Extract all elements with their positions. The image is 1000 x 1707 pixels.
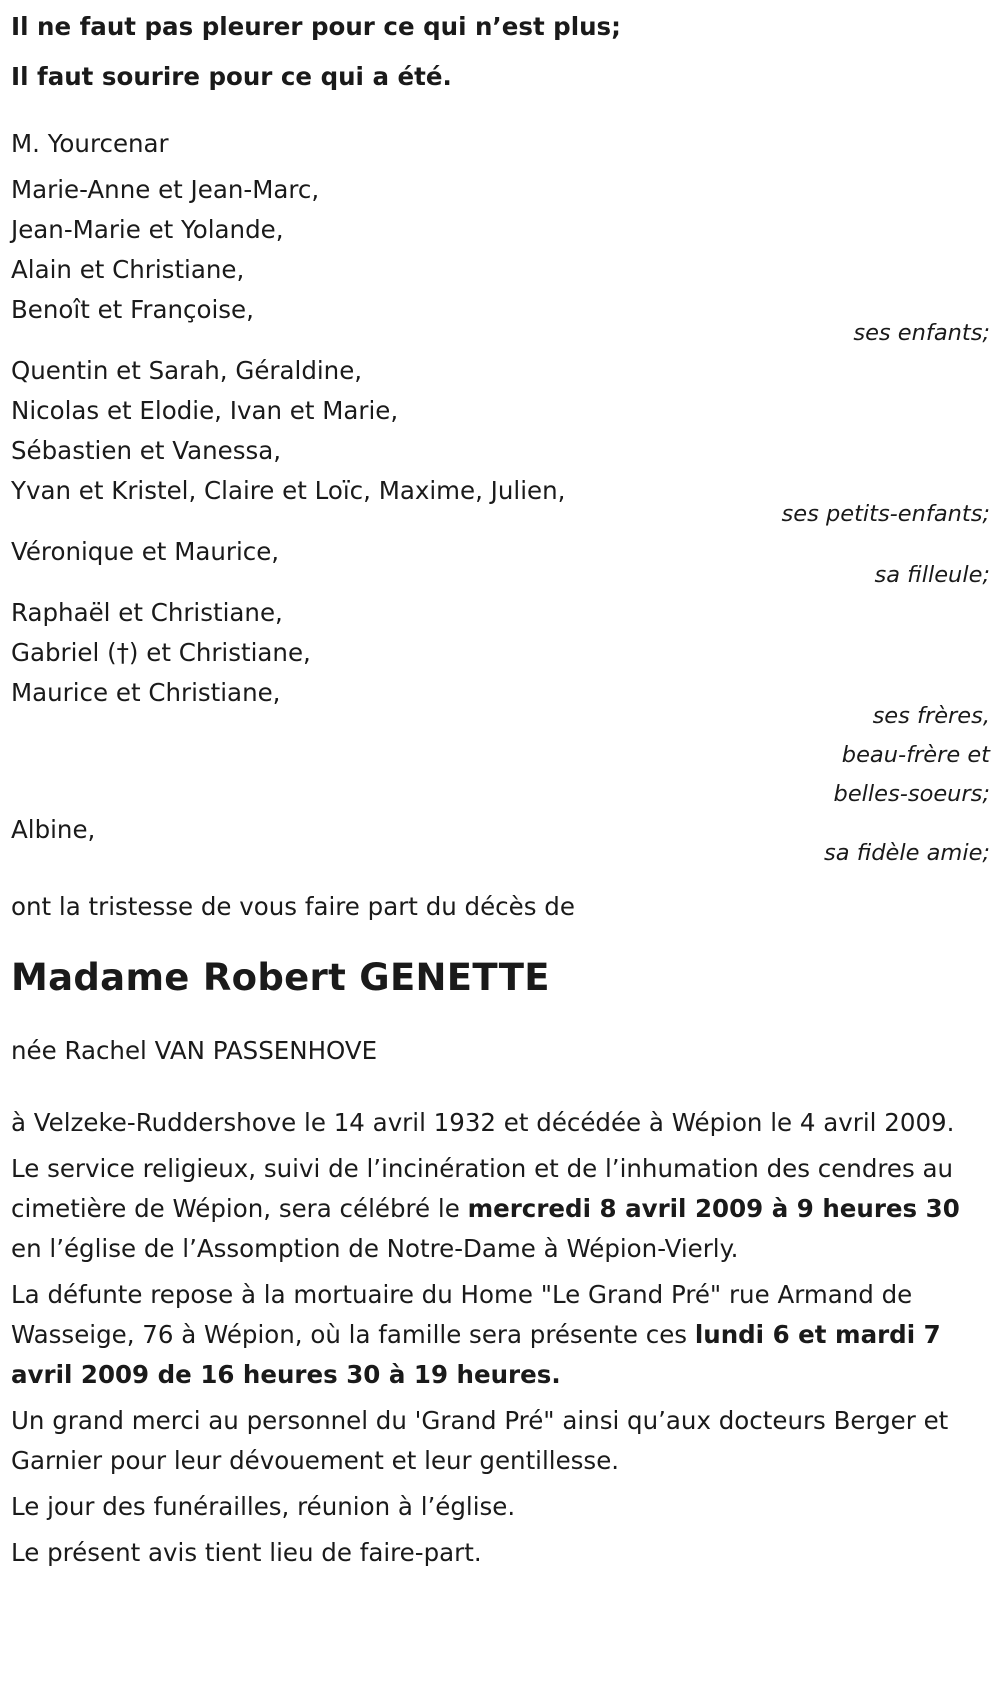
announcement-text: ont la tristesse de vous faire part du décès de [11,892,575,921]
notice-paragraph: Le présent avis tient lieu de faire-part. [11,1538,482,1567]
grandchild-name: Quentin et Sarah, Géraldine, [11,356,363,385]
visitation-paragraph [11,1275,1000,1395]
visitation-text: La défunte repose à la mortuaire du Home "Le Grand Pré" rue Armand de Wasseige, 76 à Wépion, où la famille sera présente ces [11,1280,913,1349]
goddaughter-name: Véronique et Maurice, [11,537,280,566]
grandchild-name: Sébastien et Vanessa, [11,436,282,465]
funeral-day-paragraph: Le jour des funérailles, réunion à l’église. [11,1492,516,1521]
relation-siblings-3: belles-soeurs; [833,781,990,807]
deceased-born-name: née Rachel VAN PASSENHOVE [11,1036,378,1065]
child-name: Marie-Anne et Jean-Marc, [11,175,320,204]
service-paragraph [11,1149,1000,1269]
sibling-name: Maurice et Christiane, [11,678,281,707]
grandchildren-block [11,351,1000,534]
service-text-start: Le service religieux, suivi de l’incinération et de l’inhumation des cendres au cimetière de Wépion, sera célébré le [11,1154,954,1223]
motto-author: M. Yourcenar [11,129,169,158]
motto-line-2: Il faut sourire pour ce qui a été. [11,62,452,91]
birth-death-paragraph: à Velzeke-Ruddershove le 14 avril 1932 et décédée à Wépion le 4 avril 2009. [11,1108,955,1137]
goddaughter-block [11,532,1000,595]
siblings-block [11,593,1000,814]
child-name: Alain et Christiane, [11,255,245,284]
deceased-name: Madame Robert GENETTE [11,956,550,999]
relation-friend: sa fidèle amie; [824,840,990,866]
child-name: Benoît et Françoise, [11,295,254,324]
relation-grandchildren: ses petits-enfants; [781,501,990,527]
service-text-end: en l’église de l’Assomption de Notre-Dame à Wépion-Vierly. [11,1234,739,1263]
sibling-name: Gabriel (†) et Christiane, [11,638,311,667]
relation-children: ses enfants; [853,320,990,346]
grandchild-name: Yvan et Kristel, Claire et Loïc, Maxime, Julien, [11,476,566,505]
child-name: Jean-Marie et Yolande, [11,215,284,244]
relation-siblings-2: beau-frère et [841,742,990,768]
grandchild-name: Nicolas et Elodie, Ivan et Marie, [11,396,399,425]
motto-line-1: Il ne faut pas pleurer pour ce qui n’est plus; [11,12,621,41]
relation-siblings-1: ses frères, [872,703,990,729]
relation-goddaughter: sa filleule; [874,562,990,588]
children-block [11,170,1000,353]
service-date-time: mercredi 8 avril 2009 à 9 heures 30 [467,1194,960,1223]
friend-block [11,810,1000,873]
visitation-dates: lundi 6 et mardi 7 avril 2009 de 16 heures 30 à 19 heures. [11,1320,941,1389]
sibling-name: Raphaël et Christiane, [11,598,283,627]
thanks-paragraph: Un grand merci au personnel du 'Grand Pré" ainsi qu’aux docteurs Berger et Garnier pour leur dévouement et leur gentillesse. [11,1406,949,1475]
friend-name: Albine, [11,815,96,844]
